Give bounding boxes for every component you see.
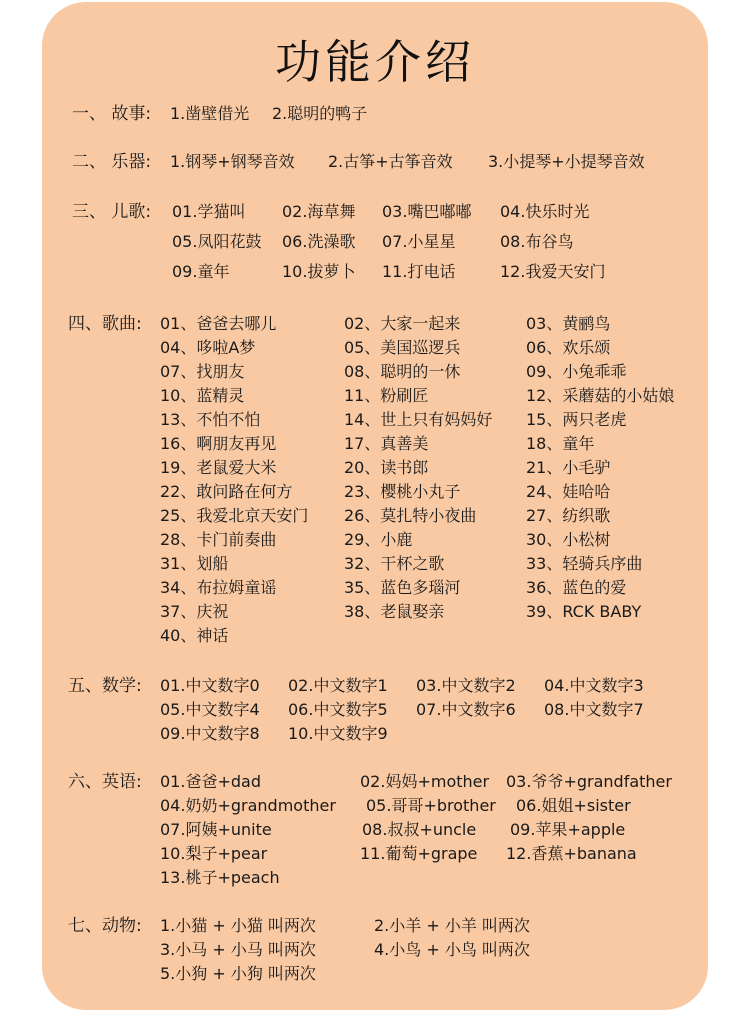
english-item: 08.叔叔+uncle (362, 820, 477, 839)
song-item: 24、娃哈哈 (526, 482, 611, 501)
song-item: 40、神话 (160, 626, 229, 645)
song-item: 39、RCK BABY (526, 602, 642, 621)
song-item: 12、采蘑菇的小姑娘 (526, 386, 675, 405)
animal-item: 5.小狗 + 小狗 叫两次 (160, 964, 316, 983)
nursery-item: 05.凤阳花鼓 (172, 232, 262, 251)
english-item: 10.梨子+pear (160, 844, 268, 863)
english-item: 07.阿姨+unite (160, 820, 272, 839)
animal-item: 2.小羊 + 小羊 叫两次 (374, 916, 530, 935)
song-item: 14、世上只有妈妈好 (344, 410, 493, 429)
nursery-item: 06.洗澡歌 (282, 232, 356, 251)
math-item: 03.中文数字2 (416, 676, 516, 695)
song-item: 35、蓝色多瑙河 (344, 578, 461, 597)
song-item: 16、啊朋友再见 (160, 434, 277, 453)
song-item: 13、不怕不怕 (160, 410, 261, 429)
song-item: 23、樱桃小丸子 (344, 482, 461, 501)
song-item: 17、真善美 (344, 434, 429, 453)
nursery-label: 三、 儿歌: (72, 202, 152, 222)
english-item: 01.爸爸+dad (160, 772, 261, 791)
song-item: 28、卡门前奏曲 (160, 530, 277, 549)
song-item: 03、黄鹂鸟 (526, 314, 611, 333)
english-item: 11.葡萄+grape (360, 844, 478, 863)
english-label: 六、英语: (68, 772, 142, 792)
song-item: 07、找朋友 (160, 362, 245, 381)
song-item: 10、蓝精灵 (160, 386, 245, 405)
song-item: 05、美国巡逻兵 (344, 338, 461, 357)
english-item: 04.奶奶+grandmother (160, 796, 336, 815)
math-item: 04.中文数字3 (544, 676, 644, 695)
math-label: 五、数学: (68, 676, 142, 696)
nursery-item: 03.嘴巴嘟嘟 (382, 202, 472, 221)
nursery-item: 10.拔萝卜 (282, 262, 356, 281)
math-item: 07.中文数字6 (416, 700, 516, 719)
song-item: 15、两只老虎 (526, 410, 627, 429)
animal-item: 4.小鸟 + 小鸟 叫两次 (374, 940, 530, 959)
song-item: 11、粉刷匠 (344, 386, 429, 405)
song-item: 08、聪明的一休 (344, 362, 461, 381)
nursery-item: 07.小星星 (382, 232, 456, 251)
song-item: 21、小毛驴 (526, 458, 611, 477)
songs-label: 四、歌曲: (68, 314, 142, 334)
song-item: 02、大家一起来 (344, 314, 461, 333)
song-item: 26、莫扎特小夜曲 (344, 506, 477, 525)
english-item: 05.哥哥+brother (366, 796, 496, 815)
song-item: 06、欢乐颂 (526, 338, 611, 357)
math-item: 06.中文数字5 (288, 700, 388, 719)
instruments-label: 二、 乐器: (72, 152, 152, 172)
song-item: 18、童年 (526, 434, 595, 453)
song-item: 30、小松树 (526, 530, 611, 549)
math-item: 05.中文数字4 (160, 700, 260, 719)
story-item: 2.聪明的鸭子 (272, 104, 368, 123)
english-item: 09.苹果+apple (510, 820, 626, 839)
story-item: 1.凿壁借光 (170, 104, 250, 123)
math-item: 10.中文数字9 (288, 724, 388, 743)
math-item: 01.中文数字0 (160, 676, 260, 695)
animal-item: 3.小马 + 小马 叫两次 (160, 940, 316, 959)
song-item: 29、小鹿 (344, 530, 413, 549)
animals-label: 七、动物: (68, 916, 142, 936)
english-item: 03.爷爷+grandfather (506, 772, 672, 791)
animal-item: 1.小猫 + 小猫 叫两次 (160, 916, 316, 935)
song-item: 32、干杯之歌 (344, 554, 445, 573)
math-item: 09.中文数字8 (160, 724, 260, 743)
song-item: 19、老鼠爱大米 (160, 458, 277, 477)
song-item: 27、纺织歌 (526, 506, 611, 525)
song-item: 36、蓝色的爱 (526, 578, 627, 597)
song-item: 37、庆祝 (160, 602, 229, 621)
english-item: 13.桃子+peach (160, 868, 280, 887)
song-item: 20、读书郎 (344, 458, 429, 477)
instrument-item: 1.钢琴+钢琴音效 (170, 152, 295, 171)
song-item: 34、布拉姆童谣 (160, 578, 277, 597)
math-item: 08.中文数字7 (544, 700, 644, 719)
song-item: 31、划船 (160, 554, 229, 573)
story-label: 一、 故事: (72, 104, 152, 124)
nursery-item: 11.打电话 (382, 262, 456, 281)
nursery-item: 01.学猫叫 (172, 202, 246, 221)
song-item: 09、小兔乖乖 (526, 362, 627, 381)
nursery-item: 09.童年 (172, 262, 230, 281)
english-item: 02.妈妈+mother (360, 772, 490, 791)
song-item: 04、哆啦A梦 (160, 338, 256, 357)
page-title: 功能介绍 (275, 35, 475, 89)
instrument-item: 2.古筝+古筝音效 (328, 152, 453, 171)
song-item: 01、爸爸去哪儿 (160, 314, 277, 333)
math-item: 02.中文数字1 (288, 676, 388, 695)
nursery-item: 08.布谷鸟 (500, 232, 574, 251)
english-item: 12.香蕉+banana (506, 844, 637, 863)
nursery-item: 02.海草舞 (282, 202, 356, 221)
song-item: 22、敢问路在何方 (160, 482, 293, 501)
instrument-item: 3.小提琴+小提琴音效 (488, 152, 645, 171)
nursery-item: 12.我爱天安门 (500, 262, 606, 281)
song-item: 25、我爱北京天安门 (160, 506, 309, 525)
english-item: 06.姐姐+sister (516, 796, 631, 815)
nursery-item: 04.快乐时光 (500, 202, 590, 221)
song-item: 38、老鼠娶亲 (344, 602, 445, 621)
song-item: 33、轻骑兵序曲 (526, 554, 643, 573)
